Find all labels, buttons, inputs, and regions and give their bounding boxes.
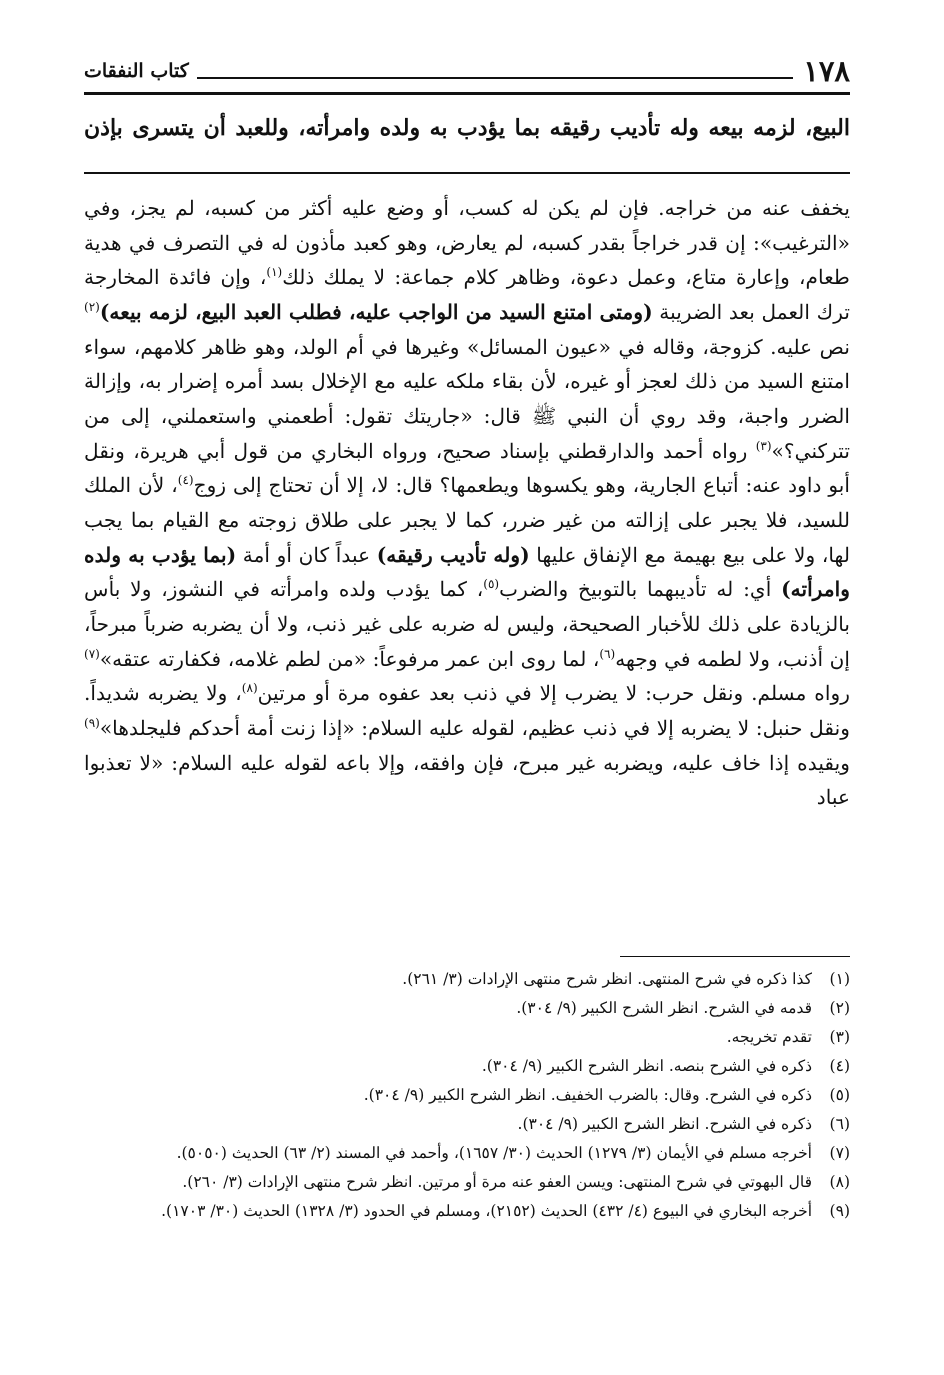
footnote-divider [620, 956, 850, 957]
footnote-number: (٧) [829, 1144, 850, 1162]
footnote-text: تقدم تخريجه. [726, 1028, 812, 1046]
commentary-text: يخفف عنه من خراجه. فإن لم يكن له كسب، أو وضع عليه أكثر من كسبه، لم يجز، وفي «الترغيب»: إن قدر خراجاً بقدر كسبه، لم يعارض، وهو كعبد مأذون له في التصرف في هدية طعام، وإعارة متاع، وعمل دعوة، وظاهر كلام جماعة: لا يملك ذلك [84, 196, 850, 290]
footnote-ref: (٩) [84, 715, 100, 730]
commentary-text: ، لأن الملك للسيد، فلا يجبر على إزالته من غير ضرر، كما لا يجبر على طلاق زوجته مع القيام بما يجب لها، ولا على بيع بهيمة مع الإنفاق عليها [84, 473, 851, 567]
footnote-number: (٤) [829, 1057, 850, 1075]
footnote [90, 1081, 850, 1110]
footnote [90, 1110, 850, 1139]
header-divider [84, 92, 850, 95]
footnote-ref: (٢) [84, 299, 100, 314]
footnote-text: قال البهوتي في شرح المنتهى: ويسن العفو عنه مرة أو مرتين. انظر شرح منتهى الإرادات (٣/ ٢٦٠). [182, 1173, 812, 1191]
footnote-text: أخرجه البخاري في البيوع (٤/ ٤٣٢) الحديث (٢١٥٢)، ومسلم في الحدود (٣/ ١٣٢٨) الحديث (٣٠/ ١٧٠٣). [161, 1202, 812, 1220]
footnote-ref: (٧) [84, 646, 100, 661]
footnote-ref: (٦) [599, 646, 616, 661]
footnote-number: (٥) [829, 1086, 850, 1104]
main-text-divider [84, 172, 850, 174]
footnote-text: أخرجه مسلم في الأيمان (٣/ ١٢٧٩) الحديث (٣٠/ ١٦٥٧)، وأحمد في المسند (٢/ ٦٣) الحديث (٥٠٥٠). [176, 1144, 812, 1162]
page-number: ١٧٨ [803, 54, 850, 88]
footnote-text: ذكره في الشرح. انظر الشرح الكبير (٩/ ٣٠٤). [517, 1115, 812, 1133]
footnote-ref: (٤) [177, 473, 194, 488]
footnote [90, 1168, 850, 1197]
footnote [90, 1197, 850, 1226]
footnote-ref: (٨) [241, 681, 258, 696]
footnote-number: (٢) [829, 999, 850, 1017]
footnote-number: (٦) [829, 1115, 850, 1133]
footnote-text: كذا ذكره في شرح المنتهى. انظر شرح منتهى الإرادات (٣/ ٢٦١). [402, 970, 812, 988]
footnote-number: (٩) [829, 1202, 850, 1220]
quoted-main-text: (ومتى امتنع السيد من الواجب عليه، فطلب العبد البيع، لزمه بيعه) [99, 299, 653, 324]
commentary-text: ، لما روى ابن عمر مرفوعاً: «من لطم غلامه، فكفارته عتقه» [99, 646, 600, 671]
commentary-text: ، كما يؤدب ولده وامرأته في النشوز، ولا بأس بالزيادة على ذلك للأخبار الصحيحة، وليس له ضربه على غير ذنب، ولا أن يضربه ضرباً مبرحاً، إن أذنب، ولا لطمه في وجهه [84, 577, 850, 671]
footnote-text: ذكره في الشرح بنصه. انظر الشرح الكبير (٩/ ٣٠٤). [481, 1057, 812, 1075]
commentary-text: عبداً كان أو أمة [236, 542, 377, 567]
commentary-text: أي: له تأديبهما بالتوبيخ والضرب [499, 577, 782, 602]
commentary-text: رواه مسلم. ونقل حرب: لا يضرب إلا في ذنب بعد عفوه مرة أو مرتين [257, 681, 850, 706]
commentary-paragraph [84, 191, 850, 815]
commentary-text: ويقيده إذا خاف عليه، ويضربه غير مبرح، فإن وافقه، وإلا باعه لقوله عليه السلام: «لا تعذبوا عباد [84, 750, 850, 810]
quoted-main-text: (وله تأديب رقيقه) [376, 542, 530, 567]
commentary [84, 191, 850, 815]
footnote-ref: (٥) [483, 577, 500, 592]
commentary-text: ، ولا يضربه شديداً. ونقل حنبل: لا يضربه إلا في ذنب عظيم، لقوله عليه السلام: «إذا زنت أمة أحدكم فليجلدها» [84, 681, 850, 740]
footnote-ref: (٣) [755, 438, 772, 453]
footnotes [90, 965, 850, 1226]
commentary-text: رواه أحمد والدارقطني بإسناد صحيح، ورواه البخاري من قول أبي هريرة، ونقل أبو داود عنه: أتباع الجارية، وهو يكسوها ويطعمها؟ قال: لا، إلا أن تحتاج إلى زوج [84, 438, 850, 498]
footnote [90, 1052, 850, 1081]
running-header [84, 52, 850, 90]
footnote-number: (١) [829, 970, 850, 988]
footnote-number: (٣) [829, 1028, 850, 1046]
footnote [90, 965, 850, 994]
footnote [90, 1139, 850, 1168]
footnote [90, 1023, 850, 1052]
book-title: كتاب النفقات [84, 60, 189, 82]
commentary-text: ، وإن فائدة المخارجة ترك العمل بعد الضريبة [84, 265, 850, 324]
footnote-text: قدمه في الشرح. انظر الشرح الكبير (٩/ ٣٠٤). [516, 999, 812, 1017]
quoted-main-text: (بما يؤدب به ولده وامرأته) [84, 542, 850, 602]
header-rule [197, 77, 793, 79]
footnote-text: ذكره في الشرح. وقال: بالضرب الخفيف. انظر الشرح الكبير (٩/ ٣٠٤). [363, 1086, 812, 1104]
footnote-number: (٨) [829, 1173, 850, 1191]
footnote-ref: (١) [266, 265, 283, 280]
main-text: البيع، لزمه بيعه وله تأديب رقيقه بما يؤدب به ولده وامرأته، وللعبد أن يتسرى بإذن [84, 115, 850, 141]
footnote [90, 994, 850, 1023]
commentary-text: نص عليه. كزوجة، وقاله في «عيون المسائل» وغيرها في أم الولد، وهو ظاهر كلامهم، سواء امتنع السيد من ذلك لعجز أو غيره، لأن بقاء ملكه عليه مع الإخلال بسد أمره إضرار به، وإزالة الضرر واجبة، وقد روي أن النبي ﷺ قال: «جاريتك تقول: أطعمني واستعملني، إلى من تتركني؟» [84, 334, 850, 463]
